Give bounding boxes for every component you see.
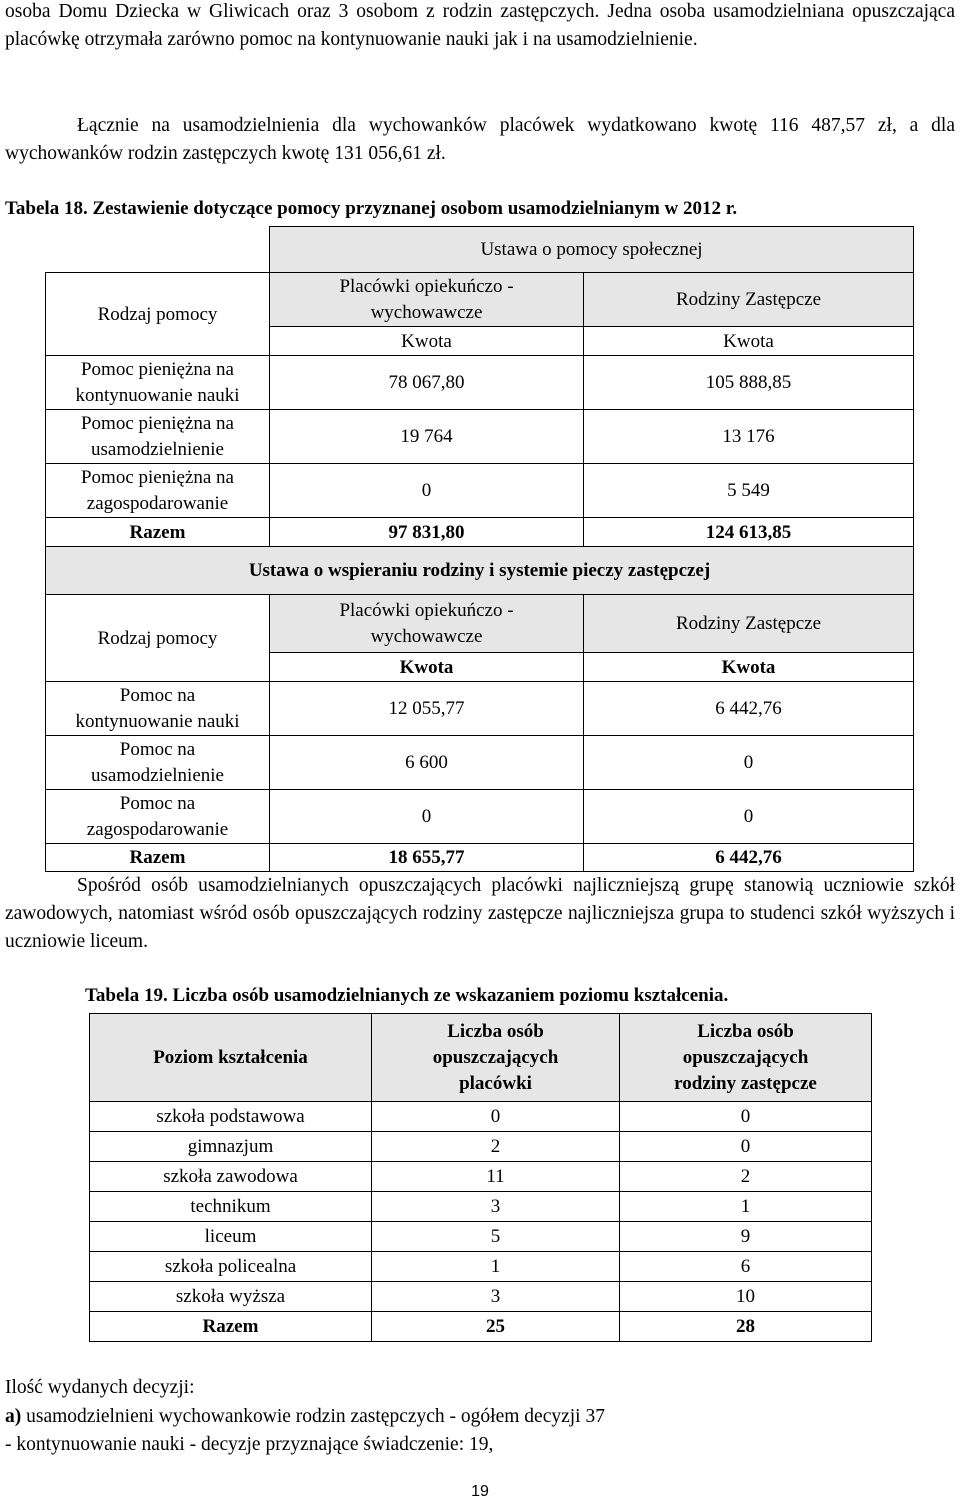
decisions-line-b: - kontynuowanie nauki - decyzje przyznające świadczenie: 19, (5, 1434, 494, 1455)
rodzaj-pomocy-header: Rodzaj pomocy (46, 595, 270, 682)
row-label: Pomoc na usamodzielnienie (46, 736, 270, 790)
kwota-header: Kwota (270, 327, 584, 356)
value-cell: 19 764 (270, 410, 584, 464)
row-label: Pomoc pieniężna na usamodzielnienie (46, 410, 270, 464)
table-row (46, 410, 914, 464)
table18 (45, 226, 914, 872)
table-row (46, 682, 914, 736)
value-cell: 12 055,77 (270, 682, 584, 736)
decisions-heading: Ilość wydanych decyzji: (5, 1377, 195, 1398)
row-label: Pomoc pieniężna na zagospodarowanie (46, 464, 270, 518)
table-row: szkoła zawodowa 11 2 (90, 1162, 872, 1192)
table-row: technikum 3 1 (90, 1192, 872, 1222)
table-row (46, 464, 914, 518)
intro-paragraph: osoba Domu Dziecka w Gliwicach oraz 3 osobom z rodzin zastępczych. Jedna osoba usamodzielniana opuszczająca placówkę otrzymała zarówno pomoc na kontynuowanie nauki jak i na usamodzielnienie. (5, 1, 955, 50)
value-cell: 13 176 (584, 410, 914, 464)
table-row (46, 736, 914, 790)
row-label: Pomoc na zagospodarowanie (46, 790, 270, 844)
rodziny-header: Rodziny Zastępcze (584, 595, 914, 653)
table-row: szkoła policealna 1 6 (90, 1252, 872, 1282)
placowki-header: Placówki opiekuńczo - wychowawcze (270, 595, 584, 653)
value-cell: 78 067,80 (270, 356, 584, 410)
poziom-header: Poziom kształcenia (90, 1014, 372, 1102)
row-label: Pomoc pieniężna na kontynuowanie nauki (46, 356, 270, 410)
rodziny-count-header: Liczba osób opuszczających rodziny zastępcze (620, 1014, 872, 1102)
decisions-line-a: a) usamodzielnieni wychowankowie rodzin zastępczych - ogółem decyzji 37 (5, 1406, 605, 1427)
table-row: szkoła wyższa 3 10 (90, 1282, 872, 1312)
placowki-count-header: Liczba osób opuszczających placówki (372, 1014, 620, 1102)
total-row: Razem 25 28 (90, 1312, 872, 1342)
page-number: 19 (471, 1483, 489, 1500)
table18-caption: Tabela 18. Zestawienie dotyczące pomocy przyznanej osobom usamodzielnianym w 2012 r. (5, 198, 738, 219)
table-row (46, 356, 914, 410)
table19-caption: Tabela 19. Liczba osób usamodzielnianych ze wskazaniem poziomu kształcenia. (85, 985, 729, 1006)
table18-section2-title: Ustawa o wspieraniu rodziny i systemie pieczy zastępczej (46, 547, 914, 595)
table-row (46, 790, 914, 844)
value-cell: 0 (270, 790, 584, 844)
placowki-header: Placówki opiekuńczo - wychowawcze (270, 273, 584, 327)
totals-paragraph: Łącznie na usamodzielnienia dla wychowanków placówek wydatkowano kwotę 116 487,57 zł, a dla wychowanków rodzin zastępczych kwotę 131 056,61 zł. (5, 115, 955, 164)
kwota-header: Kwota (584, 653, 914, 682)
kwota-header: Kwota (584, 327, 914, 356)
table19 (89, 1013, 872, 1342)
table-row: gimnazjum 2 0 (90, 1132, 872, 1162)
rodzaj-pomocy-header: Rodzaj pomocy (46, 273, 270, 356)
total-row: Razem 97 831,80 124 613,85 (46, 518, 914, 547)
value-cell: 6 442,76 (584, 682, 914, 736)
kwota-header: Kwota (270, 653, 584, 682)
value-cell: 0 (584, 790, 914, 844)
summary-paragraph: Spośród osób usamodzielnianych opuszczających placówki najliczniejszą grupę stanowią uczniowie szkół zawodowych, natomiast wśród osób opuszczających rodziny zastępcze najliczniejsza grupa to studenci szkół wyższych i uczniowie liceum. (5, 875, 955, 952)
table-row: szkoła podstawowa 0 0 (90, 1102, 872, 1132)
value-cell: 5 549 (584, 464, 914, 518)
total-row: Razem 18 655,77 6 442,76 (46, 844, 914, 872)
rodziny-header: Rodziny Zastępcze (584, 273, 914, 327)
value-cell: 0 (584, 736, 914, 790)
row-label: Pomoc na kontynuowanie nauki (46, 682, 270, 736)
table18-section1-title: Ustawa o pomocy społecznej (270, 227, 914, 273)
value-cell: 6 600 (270, 736, 584, 790)
table-row: liceum 5 9 (90, 1222, 872, 1252)
value-cell: 105 888,85 (584, 356, 914, 410)
value-cell: 0 (270, 464, 584, 518)
